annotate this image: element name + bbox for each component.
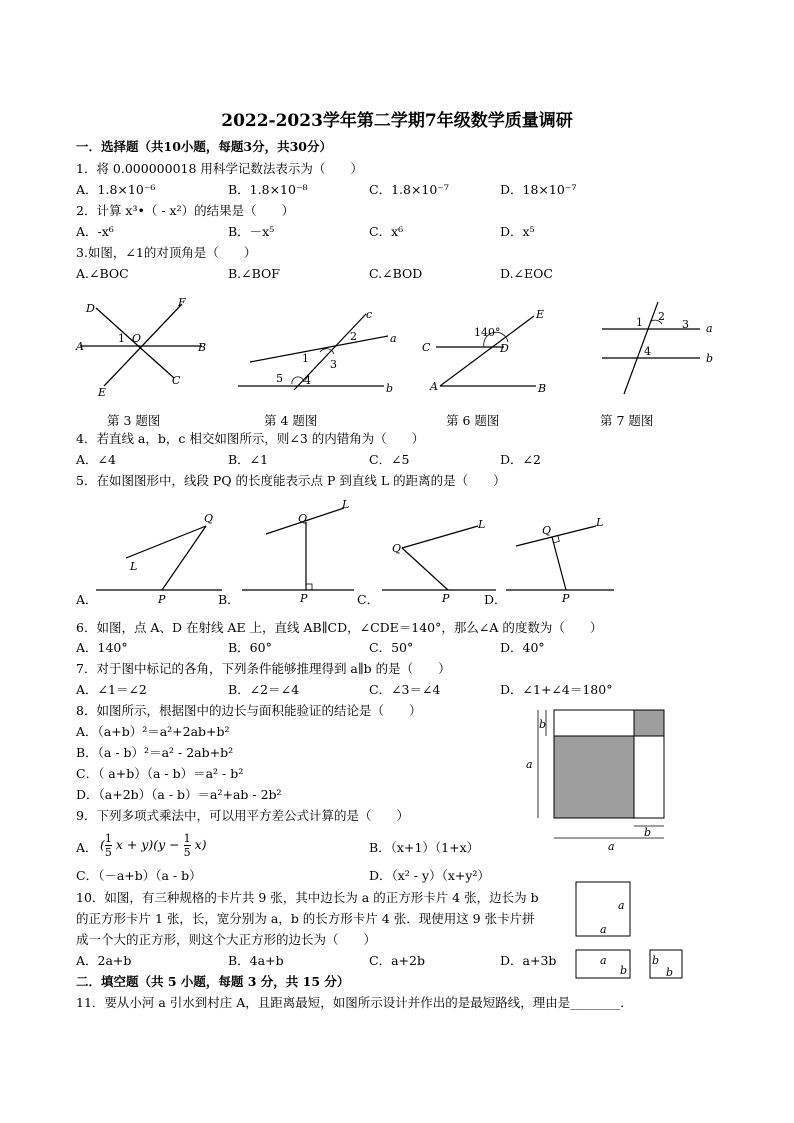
q7-option-a: A．∠1＝∠2	[76, 682, 147, 697]
label-a: a	[706, 322, 713, 335]
label-rect-a: a	[600, 954, 607, 967]
label-e: E	[536, 308, 545, 321]
q8-option-c: C．（ a+b）（a - b）＝a² - b²	[76, 766, 244, 781]
q2-option-d: D．x⁵	[500, 224, 535, 239]
label-c: c	[366, 308, 373, 321]
q4-option-c: C．∠5	[369, 452, 410, 467]
section-1-heading: 一．选择题（共10小题，每题3分，共30分）	[76, 139, 332, 154]
q8-option-d: D．（a+2b）（a - b）＝a²+ab - 2b²	[76, 787, 282, 802]
q6-option-b: B．60°	[228, 640, 272, 655]
label-a-left: a	[526, 758, 533, 771]
q5-option-a: A．	[76, 592, 98, 607]
label-rect-b: b	[620, 964, 628, 977]
figure-q5-d	[504, 508, 624, 606]
caption-fig7: 第 7 题图	[600, 413, 654, 428]
label-p: P	[442, 592, 450, 605]
label-sq-b-bottom: b	[666, 966, 674, 979]
label-angle-2: 2	[350, 330, 357, 343]
label-angle-1: 1	[302, 352, 309, 365]
figure-q3	[74, 292, 214, 402]
label-o: O	[132, 332, 142, 345]
figure-q5-a	[96, 500, 226, 606]
shaded-square-small	[634, 710, 664, 736]
q2-option-c: C．x⁶	[369, 224, 404, 239]
figure-q8	[522, 702, 672, 854]
q8-option-a: A．（a+b）²＝a²+2ab+b²	[76, 724, 230, 739]
q7-option-c: C．∠3＝∠4	[369, 682, 441, 697]
label-q: Q	[542, 524, 552, 537]
label-a: A	[430, 380, 438, 393]
figure-q5-b	[240, 494, 360, 606]
label-d: D	[500, 342, 509, 355]
figure-q4	[232, 306, 400, 396]
label-d: D	[86, 302, 95, 315]
label-angle-1: 1	[118, 332, 125, 345]
caption-fig4: 第 4 题图	[264, 413, 318, 428]
label-p: P	[300, 592, 308, 605]
section-2-heading: 二．填空题（共 5 小题，每题 3 分，共 15 分）	[76, 974, 350, 989]
label-l: L	[130, 560, 138, 573]
label-angle-1: 1	[636, 316, 643, 329]
q2-option-a: A．-x⁶	[76, 224, 114, 239]
page-title: 2022-2023学年第二学期7年级数学质量调研	[221, 111, 573, 131]
label-b: b	[706, 352, 714, 365]
q1-stem: 1．将 0.000000018 用科学记数法表示为（ ）	[76, 161, 363, 176]
q6-option-a: A．140°	[76, 640, 128, 655]
q9-option-a-prefix: A．	[76, 840, 98, 855]
q3-option-c: C.∠BOD	[369, 266, 423, 281]
q10-line1: 10．如图，有三种规格的卡片共 9 张，其中边长为 a 的正方形卡片 4 张，边长为 b	[76, 890, 539, 905]
q10-option-b: B．4a+b	[228, 953, 284, 968]
q1-option-d: D．18×10⁻⁷	[500, 182, 577, 197]
figure-q7	[596, 298, 726, 398]
q9-stem: 9．下列多项式乘法中，可以用平方差公式计算的是（ ）	[76, 808, 409, 823]
q1-option-a: A．1.8×10⁻⁶	[76, 182, 156, 197]
label-angle-5: 5	[276, 372, 283, 385]
q9-option-b: B．（x+1）（1+x）	[369, 840, 480, 855]
q4-option-b: B．∠1	[228, 452, 269, 467]
q6-stem: 6．如图，点 A、D 在射线 AE 上，直线 AB∥CD，∠CDE＝140°，那么∠A 的度数为（ ）	[76, 620, 603, 635]
label-a-bottom: a	[608, 840, 615, 853]
q9-option-d: D．（x² - y）（x+y²）	[369, 868, 490, 883]
label-b: B	[538, 382, 547, 395]
label-a-bottom: a	[600, 923, 607, 936]
label-angle-140: 140°	[474, 326, 501, 339]
label-p: P	[562, 592, 570, 605]
label-angle-4: 4	[304, 374, 311, 387]
label-b-left: b	[539, 718, 547, 731]
label-c: C	[172, 374, 181, 387]
q2-stem: 2．计算 x³•（ - x²）的结果是（ ）	[76, 203, 295, 218]
q7-option-d: D．∠1+∠4＝180°	[500, 682, 613, 697]
q9-option-c: C．（－a+b）（a - b）	[76, 868, 202, 883]
caption-fig6: 第 6 题图	[446, 413, 500, 428]
label-angle-4: 4	[644, 345, 651, 358]
q7-option-b: B．∠2＝∠4	[228, 682, 300, 697]
q10-line2: 的正方形卡片 1 张，长，宽分别为 a，b 的长方形卡片 4 张．现使用这 9 张卡片拼	[76, 911, 535, 926]
q3-option-d: D.∠EOC	[500, 266, 553, 281]
q10-option-d: D．a+3b	[500, 953, 557, 968]
label-a: A	[76, 340, 84, 353]
label-angle-3: 3	[682, 318, 689, 331]
q8-stem: 8．如图所示，根据图中的边长与面积能验证的结论是（ ）	[76, 703, 422, 718]
label-p: P	[158, 593, 166, 606]
q5-option-b: B．	[218, 592, 240, 607]
q8-option-b: B．（a - b）²＝a² - 2ab+b²	[76, 745, 234, 760]
label-l: L	[478, 518, 486, 531]
q9-option-a-expression: ( $\frac{1}{5}$ x + y)(y − $\frac{1}{5}$ x)	[100, 832, 207, 859]
label-a: a	[390, 332, 397, 345]
q1-option-b: B．1.8×10⁻⁸	[228, 182, 308, 197]
label-e: E	[98, 386, 107, 399]
label-f: F	[178, 296, 186, 309]
label-angle-2: 2	[658, 310, 665, 323]
q10-option-c: C．a+2b	[369, 953, 425, 968]
label-q: Q	[392, 542, 402, 555]
q5-option-d: D．	[484, 592, 507, 607]
figure-q10	[572, 878, 692, 988]
q10-line3: 成一个大的正方形，则这个大正方形的边长为（ ）	[76, 932, 377, 947]
label-c: C	[422, 341, 431, 354]
q6-option-c: C．50°	[369, 640, 414, 655]
q4-stem: 4．若直线 a，b，c 相交如图所示，则∠3 的内错角为（ ）	[76, 431, 425, 446]
q3-stem: 3.如图，∠1的对顶角是（ ）	[76, 245, 257, 260]
figure-q5-c	[380, 510, 500, 606]
q6-option-d: D．40°	[500, 640, 545, 655]
q3-option-b: B.∠BOF	[228, 266, 280, 281]
line-fe	[104, 304, 182, 386]
label-b: b	[386, 382, 394, 395]
label-q: Q	[298, 512, 308, 525]
q10-option-a: A．2a+b	[76, 953, 132, 968]
label-b: B	[198, 341, 207, 354]
label-q: Q	[204, 512, 214, 525]
label-b-bottom: b	[644, 826, 652, 839]
q4-option-d: D．∠2	[500, 452, 541, 467]
q4-option-a: A．∠4	[76, 452, 116, 467]
shaded-square-large	[554, 736, 634, 818]
q11-stem: 11．要从小河 a 引水到村庄 A，且距离最短，如图所示设计并作出的是最短路线，理由是________．	[76, 995, 633, 1010]
q7-stem: 7．对于图中标记的各角，下列条件能够推理得到 a∥b 的是（ ）	[76, 661, 451, 676]
q5-option-c: C．	[357, 592, 380, 607]
label-sq-b-left: b	[652, 954, 660, 967]
caption-fig3: 第 3 题图	[107, 413, 161, 428]
label-a-side: a	[618, 899, 625, 912]
q5-stem: 5．在如图图形中，线段 PQ 的长度能表示点 P 到直线 L 的距离的是（ ）	[76, 473, 506, 488]
q3-option-a: A.∠BOC	[76, 266, 129, 281]
line-a	[250, 336, 388, 362]
label-l: L	[342, 498, 350, 511]
figure-q6	[418, 304, 558, 398]
label-angle-3: 3	[330, 358, 337, 371]
q2-option-b: B．－x⁵	[228, 224, 275, 239]
q1-option-c: C．1.8×10⁻⁷	[369, 182, 449, 197]
label-l: L	[596, 516, 604, 529]
